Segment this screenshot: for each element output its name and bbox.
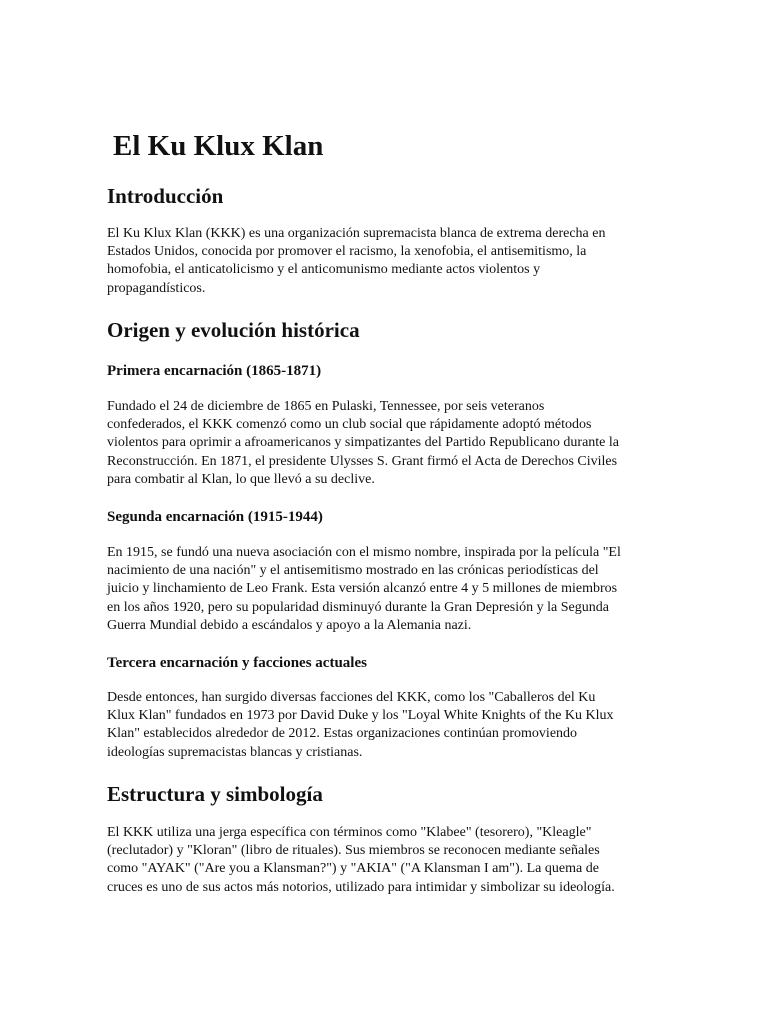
heading-primera-encarnacion: Primera encarnación (1865-1871) [107,363,322,379]
paragraph-introduccion [107,225,663,298]
text-line: Guerra Mundial debido a escándalos y apoyo a la Alemania nazi. [107,617,472,633]
heading-origen: Origen y evolución histórica [107,318,360,342]
heading-tercera-encarnacion: Tercera encarnación y facciones actuales [107,655,367,671]
paragraph-segunda-encarnacion [107,544,663,635]
heading-introduccion: Introducción [107,184,224,208]
text-line: cruces es uno de sus actos más notorios, utilizado para intimidar y simbolizar su ideología. [107,879,615,895]
text-line: propagandísticos. [107,280,206,296]
text-line: en los años 1920, pero su popularidad disminuyó durante la Gran Depresión y la Segunda [107,599,609,615]
paragraph-primera-encarnacion [107,398,663,489]
text-line: Fundado el 24 de diciembre de 1865 en Pulaski, Tennessee, por seis veteranos [107,399,545,414]
paragraph-tercera-encarnacion [107,689,663,762]
paragraph-estructura [107,824,663,897]
document-title: El Ku Klux Klan [113,130,324,162]
text-line: como "AYAK" ("Are you a Klansman?") y "AKIA" ("A Klansman I am"). La quema de [107,861,599,877]
text-line: ideologías supremacistas blancas y cristianas. [107,744,363,760]
text-line: Reconstrucción. En 1871, el presidente Ulysses S. Grant firmó el Acta de Derechos Civiles [107,453,618,469]
heading-segunda-encarnacion: Segunda encarnación (1915-1944) [107,509,323,525]
text-line: (reclutador) y "Kloran" (libro de rituales). Sus miembros se reconocen mediante señales [107,843,600,859]
text-line: El KKK utiliza una jerga específica con términos como "Klabee" (tesorero), "Kleagle" [107,825,592,840]
text-line: nacimiento de una nación" y el antisemitismo mostrado en las crónicas periodísticas del [107,563,599,579]
text-line: confederados, el KKK comenzó como un club social que rápidamente adoptó métodos [107,417,592,433]
text-line: En 1915, se fundó una nueva asociación con el mismo nombre, inspirada por la película "El [107,545,621,560]
text-line: para combatir al Klan, lo que llevó a su declive. [107,471,375,487]
text-line: Estados Unidos, conocida por promover el racismo, la xenofobia, el antisemitismo, la [107,244,587,260]
text-line: Klan" establecidos alrededor de 2012. Estas organizaciones continúan promoviendo [107,726,578,742]
text-line: juicio y linchamiento de Leo Frank. Esta versión alcanzó entre 4 y 5 millones de miembros [107,581,618,597]
heading-estructura: Estructura y simbología [107,782,323,806]
text-line: violentos para oprimir a afroamericanos y simpatizantes del Partido Republicano durante la [107,435,619,451]
text-line: Desde entonces, han surgido diversas facciones del KKK, como los "Caballeros del Ku [107,690,596,705]
text-line: Klux Klan" fundados en 1973 por David Duke y los "Loyal White Knights of the Ku Klux [107,708,614,724]
text-line: El Ku Klux Klan (KKK) es una organización supremacista blanca de extrema derecha en [107,226,606,241]
text-line: homofobia, el anticatolicismo y el anticomunismo mediante actos violentos y [107,262,541,278]
